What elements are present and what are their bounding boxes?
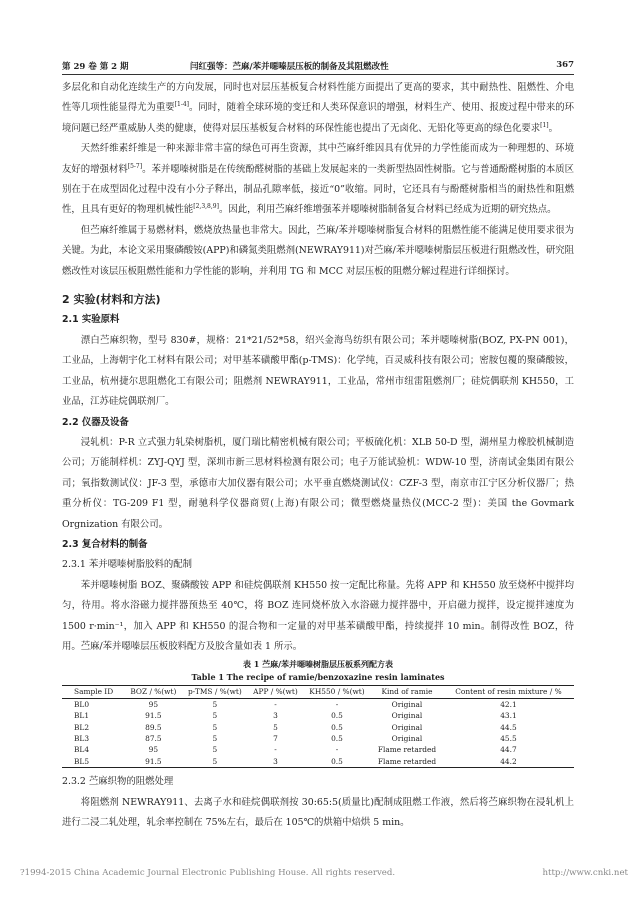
table-cell: -	[274, 745, 277, 755]
table-cell: 5	[273, 722, 278, 732]
table-cell: 5	[212, 722, 218, 732]
recipe-table	[62, 685, 574, 768]
table-header-cell: KH550 / %(wt)	[309, 687, 365, 697]
table-cell: BL5	[74, 756, 90, 766]
table-cell: 43.1	[500, 711, 517, 721]
table-cell: 5	[212, 699, 218, 709]
table-cell: 0.5	[331, 722, 343, 732]
table-cell: 44.5	[500, 722, 517, 732]
table-cell: 91.5	[145, 756, 162, 766]
table-row	[62, 710, 574, 721]
table-header-cell: Content of resin mixture / %	[455, 687, 562, 697]
table-cell: -	[335, 699, 339, 709]
equipment-paragraph: 浸轧机：P-R 立式强力轧染树脂机，厦门瑞比精密机械有限公司；平板硫化机：XLB 50-D 型，湖州星力橡胶机械制造公司；万能制样机：ZYJ-QYJ 型，深圳市新三思材料检测有限公司；电子万能试验机：WDW-10 型，济南试金集团有限公司；氧指数测试仪：JF-3 型，承德市大加仪器有限公司；水平垂直燃烧测试仪：CZF-3 型，南京市江宁区分析仪器厂；热重分析仪：TG-209 F1 型，耐驰科学仪器商贸(上海)有限公司；微型燃烧量热仪(MCC-2 型)：美国 the Govmark Orgnization 有限公司。	[62, 436, 574, 530]
table-row	[62, 722, 574, 733]
table-caption-en: Table 1 The recipe of ramie/benzoxazine resin laminates	[191, 672, 445, 683]
table-cell: 95	[148, 699, 159, 709]
table-cell: Original	[391, 711, 423, 721]
table-cell: 95	[148, 745, 159, 755]
table-cell: Original	[391, 734, 423, 743]
table-cell: 3	[273, 756, 278, 766]
subsubsection-heading: 2.3.2 苎麻织物的阻燃处理	[62, 776, 174, 788]
footer-link[interactable]: http://www.cnki.net	[542, 868, 628, 878]
table-cell: 5	[212, 734, 218, 743]
materials-paragraph: 漂白苎麻织物，型号 830#，规格：21*21/52*58，绍兴金海鸟纺织有限公司；苯并噁嗪树脂(BOZ, PX-PN 001)，工业品，上海朝宇化工材料有限公司；对甲基苯磺酸甲酯(p-TMS)：化学纯，百灵威科技有限公司；密胺包覆的聚磷酸铵，工业品，杭州捷尔思阻燃化工有限公司；阻燃剂 NEWRAY911，工业品，常州市纽雷阻燃剂厂；硅烷偶联剂 KH550，工业品，江苏硅烷偶联剂厂。	[62, 334, 574, 408]
table-cell: 7	[273, 734, 278, 743]
table-cell: 3	[273, 711, 278, 721]
table-row	[62, 698, 574, 710]
table-row	[62, 744, 574, 755]
table-cell: 91.5	[145, 711, 162, 721]
table-row	[62, 733, 574, 744]
subsection-heading: 2.2 仪器及设备	[62, 416, 129, 428]
preparation-paragraph: 苯并噁嗪树脂 BOZ、聚磷酸铵 APP 和硅烷偶联剂 KH550 按一定配比称量。先将 APP 和 KH550 放至烧杯中搅拌均匀，待用。将水浴磁力搅拌器预热至 40℃，将 BOZ 连同烧杯放入水浴磁力搅拌器中，开启磁力搅拌，设定搅拌速度为 1500 r·min⁻¹，加入 APP 和 KH550 的混合物和一定量的对甲基苯磺酸甲酯，持续搅拌 10 min。制得改性 BOZ，待用。苎麻/苯并噁嗪层压板胶料配方及胶含量如表 1 所示。	[62, 579, 574, 652]
table-header-row	[62, 686, 574, 698]
article-running-title: 闫红强等：苎麻/苯并噁嗪层压板的制备及其阻燃改性	[190, 62, 389, 72]
table-cell: 44.2	[500, 756, 517, 766]
section-heading: 2 实验(材料和方法)	[62, 293, 161, 307]
intro-paragraph-3: 但苎麻纤维属于易燃材料，燃烧放热量也非常大。因此，苎麻/苯并噁嗪树脂复合材料的阻燃性能不能满足使用要求很为关键。为此，本论文采用聚磷酸铵(APP)和磷氮类阻燃剂(NEWRAY911)对苎麻/苯并噁嗪树脂层压板进行阻燃改性，研究阻燃改性对该层压板阻燃性能和力学性能的影响，并利用 TG 和 MCC 对层压板的阻燃分解过程进行详细探讨。	[62, 224, 574, 277]
table-cell: BL1	[74, 711, 90, 721]
table-header-cell: BOZ / %(wt)	[130, 687, 177, 697]
table-cell: 89.5	[145, 722, 162, 732]
table-cell: 5	[212, 711, 218, 721]
table-cell: BL0	[74, 699, 90, 709]
copyright-notice: ?1994-2015 China Academic Journal Electronic Publishing House. All rights reserved.	[20, 868, 396, 878]
table-cell: 0.5	[331, 711, 343, 721]
table-cell: -	[274, 699, 277, 709]
journal-volume: 第 29 卷 第 2 期	[62, 62, 129, 72]
article-body	[62, 78, 574, 833]
table-header-cell: p-TMS / %(wt)	[187, 687, 242, 697]
flame-retardant-paragraph: 将阻燃剂 NEWRAY911、去离子水和硅烷偶联剂按 30:65:5(质量比)配制成阻燃工作液，然后将苎麻织物在浸轧机上进行二浸二轧处理，轧余率控制在 75%左右，最后在 105℃的烘箱中焙烘 5 min。	[62, 796, 574, 829]
table-cell: BL2	[74, 722, 90, 732]
subsection-heading: 2.3 复合材料的制备	[62, 538, 148, 550]
table-cell: BL3	[74, 734, 90, 743]
table-caption-cn: 表 1 苎麻/苯并噁嗪树脂层压板系列配方表	[242, 659, 394, 670]
table-cell: 5	[212, 756, 218, 766]
citation: [2,3,8,9]	[193, 203, 219, 211]
table-cell: Original	[391, 722, 423, 732]
header-rule	[62, 74, 574, 75]
table-header-cell: APP / %(wt)	[253, 687, 298, 697]
table-header-cell: Sample ID	[74, 687, 114, 697]
citation: [5-7]	[127, 162, 143, 170]
intro-paragraph-2: 天然纤维素纤维是一种来源非常丰富的绿色可再生资源，其中苎麻纤维因具有优异的力学性能而成为一种理想的、环境友好的增强材料[5-7]。苯并噁嗪树脂是在传统酚醛树脂的基础上发展起来的一类新型热固性树脂。它与普通酚醛树脂的本质区别在于在成型固化过程中没有小分子释出，制品孔隙率低，接近“0”收缩。同时，它还具有与酚醛树脂相当的耐热性和阻燃性，且具有更好的物理机械性能[2,3,8,9]。因此，利用苎麻纤维增强苯并噁嗪树脂制备复合材料已经成为近期的研究热点。	[62, 143, 574, 216]
table-cell: Original	[391, 699, 423, 709]
table-cell: 87.5	[145, 734, 162, 743]
table-cell: 5	[212, 745, 218, 755]
citation: [1]	[540, 121, 549, 129]
table-cell: 0.5	[331, 734, 343, 743]
table-cell: Flame retarded	[377, 745, 437, 755]
table-cell: 44.7	[500, 745, 517, 755]
table-cell: 45.5	[500, 734, 517, 743]
table-cell: 0.5	[331, 756, 343, 766]
subsection-heading: 2.1 实验原料	[62, 314, 120, 326]
running-header	[62, 60, 574, 74]
table-cell: 42.1	[500, 699, 517, 709]
table-cell: -	[335, 745, 339, 755]
intro-paragraph-1: 多层化和自动化连续生产的方向发展，同时也对层压基板复合材料性能方面提出了更高的要求，其中耐热性、阻燃性、介电性等几项性能显得尤为重要[1-4]。同时，随着全球环境的变迁和人类环保意识的增强，材料生产、使用、报废过程中带来的环境问题已经严重威胁人类的健康，使得对层压基板复合材料的环保性能也提出了无卤化、无铅化等更高的绿色化要求[1]。	[62, 82, 574, 134]
table-row	[62, 756, 574, 768]
table-cell: Flame retarded	[377, 756, 437, 766]
citation: [1-4]	[174, 101, 190, 109]
table-header-cell: Kind of ramie	[381, 687, 433, 697]
page-number: 367	[556, 60, 574, 70]
table-cell: BL4	[74, 745, 90, 755]
subsubsection-heading: 2.3.1 苯并噁嗪树脂胶料的配制	[62, 559, 192, 571]
